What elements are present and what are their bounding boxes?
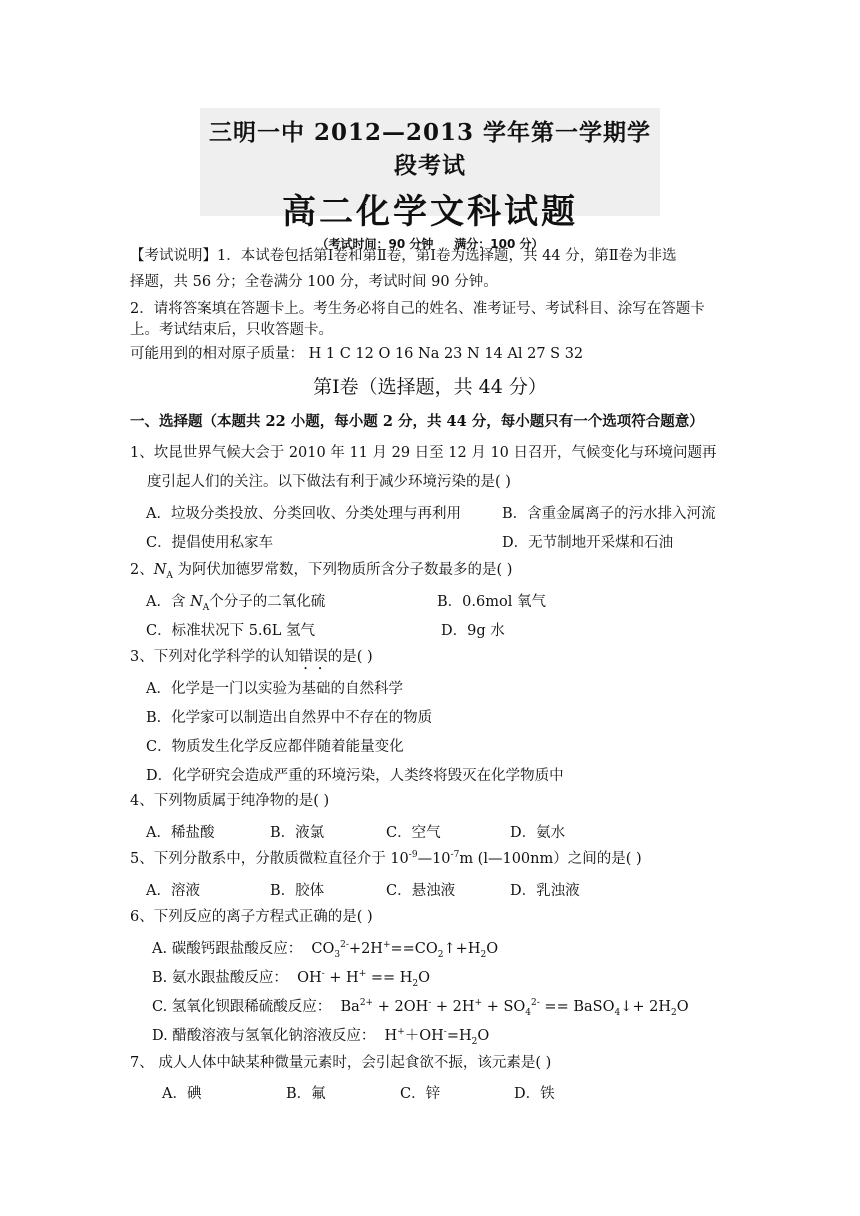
q4-option-d: D．氨水 xyxy=(510,825,566,841)
instruction-line-4: 上。考试结束后，只收答题卡。 xyxy=(130,322,333,338)
exam-header-banner xyxy=(200,108,660,251)
q5-option-b: B．胶体 xyxy=(270,883,325,899)
q1-stem-line-1: 1、坎昆世界气候大会于 2010 年 11 月 29 日至 12 月 10 日召开，气候变化与环境问题再 xyxy=(130,445,717,461)
q2-na-subscript: A xyxy=(166,570,173,581)
q3-stem-emphasis: 错误 xyxy=(298,649,328,665)
school-line: 三明一中 2012—2013 学年第一学期学段考试 xyxy=(208,119,652,179)
section-heading: 一、选择题（本题共 22 小题，每小题 2 分，共 44 分，每小题只有一个选项符合题意） xyxy=(130,413,704,430)
q5-exponent-1: -9 xyxy=(408,850,418,861)
q7-option-c: C．锌 xyxy=(400,1086,441,1102)
atomic-mass-line: 可能用到的相对原子质量： H 1 C 12 O 16 Na 23 N 14 Al 27 S 32 xyxy=(130,346,584,362)
q5-option-c: C．悬浊液 xyxy=(386,883,456,899)
q1-stem-line-2: 度引起人们的关注。以下做法有利于减少环境污染的是( ) xyxy=(147,474,511,490)
q6-option-c-label: C. 氢氧化钡跟稀硫酸反应： xyxy=(152,999,332,1015)
q2-stem xyxy=(130,560,512,580)
q2-na-symbol: N xyxy=(153,562,167,578)
q7-option-a: A．碘 xyxy=(162,1086,202,1102)
q2-option-a xyxy=(146,590,325,611)
q6-option-a: A. 碳酸钙跟盐酸反应： $CO_3^{2-}+2H^+==CO_2↑+H_2O$ xyxy=(152,940,499,960)
q6-option-d: D. 醋酸溶液与氢氧化钠溶液反应： $H^++OH^-=H_2O$ xyxy=(152,1027,490,1047)
q2-number: 2、 xyxy=(130,562,154,578)
exam-meta: （考试时间：90 分钟 满分：100 分） xyxy=(316,237,544,251)
q5-option-a: A．溶液 xyxy=(146,883,200,899)
q2-option-a-post: 个分子的二氧化硫 xyxy=(209,594,326,610)
q3-option-c: C．物质发生化学反应都伴随着能量变化 xyxy=(146,739,404,755)
section-title: 第Ⅰ卷（选择题，共 44 分） xyxy=(313,376,547,398)
q7-option-d: D．铁 xyxy=(514,1086,555,1102)
q2-stem-text: 为阿伏加德罗常数，下列物质所含分子数最多的是( ) xyxy=(177,562,513,578)
q2-option-b: B．0.6mol 氧气 xyxy=(437,594,546,610)
q5-stem xyxy=(130,849,642,869)
q2-option-a-na: N xyxy=(190,594,203,610)
q4-option-c: C．空气 xyxy=(386,825,441,841)
q2-option-c: C．标准状况下 5.6L 氢气 xyxy=(146,623,316,639)
q5-option-d: D．乳浊液 xyxy=(510,883,580,899)
q6-option-b-label: B. 氨水跟盐酸反应： xyxy=(152,970,288,986)
q4-stem: 4、下列物质属于纯净物的是( ) xyxy=(130,793,330,809)
q7-stem: 7、 成人人体中缺某种微量元素时，会引起食欲不振，该元素是( ) xyxy=(130,1055,552,1071)
q3-option-a: A．化学是一门以实验为基础的自然科学 xyxy=(146,681,403,697)
q1-option-a: A．垃圾分类投放、分类回收、分类处理与再利用 xyxy=(146,506,461,522)
q1-option-b: B．含重金属离子的污水排入河流 xyxy=(502,506,716,522)
q7-option-b: B．氟 xyxy=(286,1086,326,1102)
q4-option-a: A．稀盐酸 xyxy=(146,825,215,841)
instruction-line-3: 2．请将答案填在答题卡上。考生务必将自己的姓名、准考证号、考试科目、涂写在答题卡 xyxy=(130,301,705,317)
instruction-line-1: 【考试说明】1．本试卷包括第Ⅰ卷和第Ⅱ卷，第Ⅰ卷为选择题，共 44 分，第Ⅱ卷为非选 xyxy=(130,248,677,264)
q3-option-b: B．化学家可以制造出自然界中不存在的物质 xyxy=(146,710,433,726)
instruction-line-2: 择题，共 56 分；全卷满分 100 分，考试时间 90 分钟。 xyxy=(130,274,498,290)
exam-title: 高二化学文科试题 xyxy=(282,192,578,232)
q3-stem-post: 的是( ) xyxy=(327,649,373,665)
q6-stem: 6、下列反应的离子方程式正确的是( ) xyxy=(130,909,373,925)
q3-option-d: D．化学研究会造成严重的环境污染，人类终将毁灭在化学物质中 xyxy=(146,768,564,784)
q6-option-b: B. 氨水跟盐酸反应： $OH^- + H^+ == H_2O$ xyxy=(152,969,431,989)
q6-option-d-label: D. 醋酸溶液与氢氧化钠溶液反应： xyxy=(152,1028,376,1044)
q6-option-a-label: A. 碳酸钙跟盐酸反应： xyxy=(152,941,303,957)
q5-stem-pre: 5、下列分散系中，分散质微粒直径介于 10 xyxy=(130,851,409,867)
q2-option-a-pre: A．含 xyxy=(146,594,191,610)
q2-option-d: D．9g 水 xyxy=(441,623,505,639)
q3-stem-pre: 3、下列对化学科学的认知 xyxy=(130,649,299,665)
q5-exponent-2: -7 xyxy=(450,850,460,861)
q2-option-a-na-sub: A xyxy=(202,602,210,613)
q3-stem xyxy=(130,647,373,673)
q1-option-c: C．提倡使用私家车 xyxy=(146,535,274,551)
q4-option-b: B．液氯 xyxy=(270,825,325,841)
q1-option-d: D．无节制地开采煤和石油 xyxy=(502,535,674,551)
q5-stem-mid: —10 xyxy=(417,851,451,867)
q6-option-c: C. 氢氧化钡跟稀硫酸反应： $Ba^{2+} + 2OH^- + 2H^+ + SO_4^{2-}$ == BaSO$_4$↓+ $2H_2O$ xyxy=(152,998,689,1018)
q5-stem-post: m (l—100nm）之间的是( ) xyxy=(459,851,642,867)
